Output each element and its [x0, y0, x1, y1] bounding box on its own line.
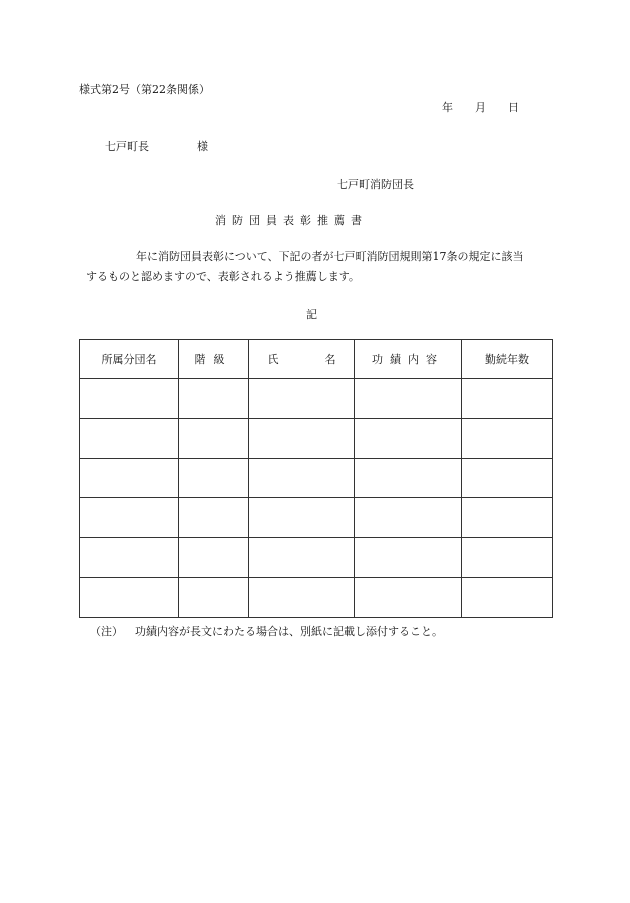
- table-row: [80, 458, 553, 498]
- header-affiliation: 所属分団名: [80, 340, 179, 379]
- cell-rank[interactable]: [179, 577, 249, 617]
- header-years: 勤続年数: [462, 340, 553, 379]
- cell-rank[interactable]: [179, 538, 249, 578]
- cell-years[interactable]: [462, 379, 553, 419]
- addressee: [105, 138, 208, 154]
- cell-years[interactable]: [462, 577, 553, 617]
- cell-achievement[interactable]: [355, 418, 462, 458]
- cell-achievement[interactable]: [355, 577, 462, 617]
- table-row: [80, 538, 553, 578]
- table-row: [80, 577, 553, 617]
- header-rank: 階級: [179, 340, 249, 379]
- cell-rank[interactable]: [179, 458, 249, 498]
- footnote: [90, 623, 443, 639]
- form-number: 様式第2号（第22条関係）: [79, 83, 210, 96]
- cell-name[interactable]: [249, 577, 355, 617]
- cell-affiliation[interactable]: [80, 577, 179, 617]
- cell-affiliation[interactable]: [80, 498, 179, 538]
- table-header-row: [80, 340, 553, 379]
- body-line-1: 年に消防団員表彰について、下記の者が七戸町消防団規則第17条の規定に該当: [136, 250, 524, 263]
- header-achievement: 功績内容: [355, 340, 462, 379]
- cell-rank[interactable]: [179, 498, 249, 538]
- record-table: [79, 339, 553, 618]
- cell-years[interactable]: [462, 498, 553, 538]
- date-day-label: 日: [508, 101, 519, 114]
- footnote-text: 功績内容が長文にわたる場合は、別紙に記載し添付すること。: [135, 625, 443, 638]
- cell-name[interactable]: [249, 418, 355, 458]
- body-text: [86, 247, 566, 287]
- cell-name[interactable]: [249, 379, 355, 419]
- cell-achievement[interactable]: [355, 538, 462, 578]
- cell-affiliation[interactable]: [80, 538, 179, 578]
- cell-rank[interactable]: [179, 418, 249, 458]
- cell-affiliation[interactable]: [80, 379, 179, 419]
- cell-years[interactable]: [462, 538, 553, 578]
- table-row: [80, 418, 553, 458]
- cell-years[interactable]: [462, 418, 553, 458]
- body-line-2: するものと認めますので、表彰されるよう推薦します。: [86, 270, 360, 283]
- cell-name[interactable]: [249, 458, 355, 498]
- cell-affiliation[interactable]: [80, 458, 179, 498]
- cell-achievement[interactable]: [355, 498, 462, 538]
- addressee-name: 七戸町長: [105, 140, 149, 153]
- date-month-label: 月: [475, 101, 486, 114]
- cell-rank[interactable]: [179, 379, 249, 419]
- table-row: [80, 379, 553, 419]
- cell-years[interactable]: [462, 458, 553, 498]
- sender: 七戸町消防団長: [337, 178, 414, 191]
- cell-name[interactable]: [249, 538, 355, 578]
- cell-name[interactable]: [249, 498, 355, 538]
- ki-heading: 記: [306, 308, 317, 321]
- footnote-label: （注）: [90, 625, 123, 638]
- header-name-part-1: 氏: [267, 353, 279, 366]
- table-row: [80, 498, 553, 538]
- date-line: [442, 99, 519, 115]
- document-title: 消防団員表彰推薦書: [215, 214, 368, 227]
- date-year-label: 年: [442, 101, 453, 114]
- cell-achievement[interactable]: [355, 379, 462, 419]
- header-name: [249, 340, 355, 379]
- cell-affiliation[interactable]: [80, 418, 179, 458]
- header-name-part-2: 名: [324, 353, 336, 366]
- cell-achievement[interactable]: [355, 458, 462, 498]
- addressee-honorific: 様: [197, 140, 208, 153]
